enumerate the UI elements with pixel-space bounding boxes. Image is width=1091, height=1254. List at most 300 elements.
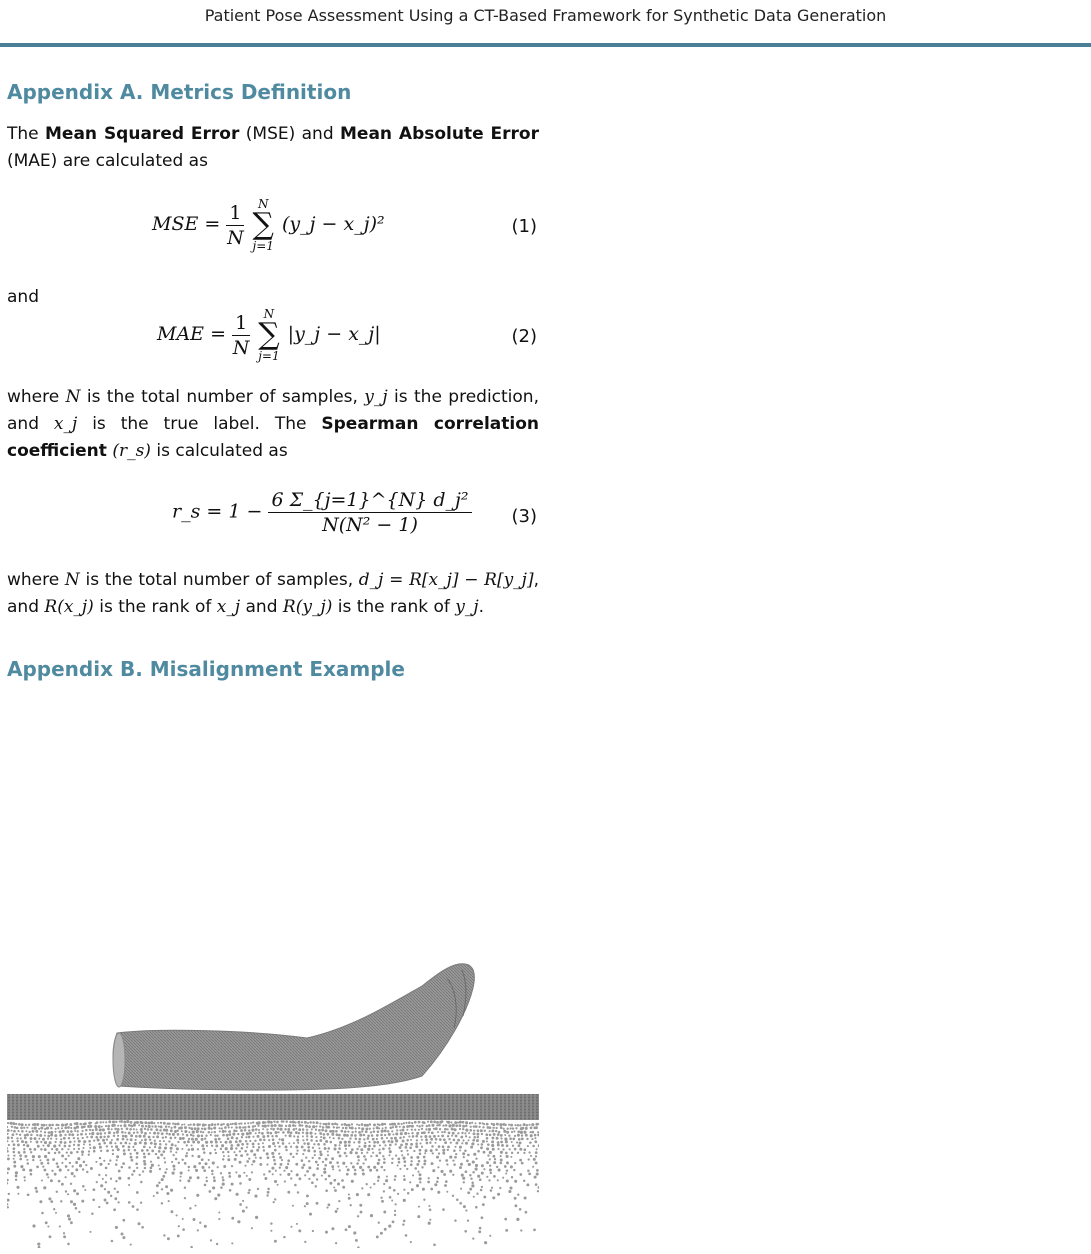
point	[199, 1123, 201, 1125]
point	[431, 1132, 434, 1135]
point	[7, 1199, 10, 1202]
point	[165, 1185, 168, 1188]
point	[268, 1170, 271, 1173]
point	[274, 1240, 277, 1243]
point	[279, 1138, 281, 1140]
point	[410, 1163, 413, 1166]
point	[180, 1171, 183, 1174]
point	[26, 1133, 29, 1136]
point	[509, 1127, 511, 1129]
point	[245, 1136, 247, 1138]
point	[150, 1167, 153, 1170]
point	[206, 1180, 208, 1182]
point	[26, 1126, 28, 1128]
point	[295, 1146, 298, 1149]
point	[357, 1215, 359, 1217]
point	[254, 1195, 257, 1198]
point	[136, 1208, 139, 1211]
point	[115, 1145, 118, 1148]
point	[148, 1153, 151, 1156]
point	[82, 1185, 85, 1188]
point	[418, 1121, 421, 1124]
point	[348, 1144, 351, 1147]
point	[416, 1139, 418, 1141]
point	[307, 1146, 310, 1149]
point	[405, 1122, 407, 1124]
point	[454, 1156, 457, 1159]
point	[23, 1144, 25, 1146]
point	[412, 1135, 415, 1138]
point	[109, 1159, 111, 1161]
point	[378, 1127, 380, 1129]
point	[438, 1152, 440, 1154]
point	[33, 1148, 36, 1151]
point	[76, 1192, 79, 1195]
point	[130, 1121, 133, 1124]
point	[489, 1126, 492, 1129]
point	[192, 1135, 194, 1137]
point	[187, 1179, 190, 1182]
point	[266, 1163, 268, 1165]
point	[158, 1164, 160, 1166]
point	[406, 1168, 408, 1170]
point	[415, 1145, 418, 1148]
point	[403, 1199, 406, 1202]
point	[32, 1155, 35, 1158]
point	[312, 1125, 315, 1128]
point	[7, 1147, 8, 1149]
point	[407, 1192, 410, 1195]
point	[480, 1146, 483, 1149]
point	[16, 1133, 18, 1135]
point	[199, 1222, 201, 1224]
point	[392, 1133, 394, 1135]
point	[317, 1164, 319, 1166]
point	[57, 1127, 59, 1129]
point	[140, 1128, 143, 1131]
point	[34, 1187, 37, 1190]
point	[105, 1174, 107, 1176]
point	[424, 1152, 426, 1154]
point	[129, 1128, 132, 1131]
point	[500, 1151, 503, 1154]
point	[436, 1121, 439, 1124]
point	[215, 1144, 218, 1147]
point	[238, 1175, 241, 1178]
point	[193, 1165, 196, 1168]
point	[250, 1122, 252, 1124]
point	[161, 1202, 163, 1204]
point	[180, 1176, 182, 1178]
point	[49, 1141, 52, 1144]
point	[11, 1130, 13, 1132]
point	[85, 1129, 88, 1132]
point	[13, 1158, 15, 1160]
point	[488, 1179, 490, 1181]
point	[42, 1166, 44, 1168]
point	[131, 1173, 133, 1175]
point	[206, 1145, 208, 1147]
point	[394, 1137, 397, 1140]
point	[377, 1162, 380, 1165]
point	[360, 1148, 363, 1151]
point	[61, 1127, 63, 1129]
point	[106, 1139, 108, 1141]
point	[506, 1179, 509, 1182]
point	[417, 1171, 419, 1173]
point	[462, 1177, 465, 1180]
point	[477, 1129, 480, 1132]
point	[106, 1202, 109, 1205]
point	[536, 1169, 539, 1172]
point	[519, 1159, 522, 1162]
point	[389, 1150, 392, 1153]
point	[47, 1138, 49, 1140]
point	[70, 1151, 73, 1154]
point	[406, 1150, 408, 1152]
point	[329, 1130, 332, 1133]
point	[482, 1140, 485, 1143]
point	[258, 1132, 260, 1134]
point	[128, 1149, 130, 1151]
point	[174, 1137, 176, 1139]
point	[90, 1136, 93, 1139]
equation-1: MSE = $\frac{1}{N}$ N ∑ j=1 (y_j − x_j)² (1)	[152, 197, 537, 253]
point	[34, 1137, 37, 1140]
point	[410, 1160, 412, 1162]
point	[248, 1189, 250, 1191]
point	[282, 1142, 285, 1145]
point	[18, 1151, 21, 1154]
point	[301, 1121, 303, 1123]
point	[154, 1146, 156, 1148]
point	[500, 1141, 503, 1144]
point	[353, 1141, 355, 1143]
point	[325, 1140, 328, 1143]
point	[497, 1193, 500, 1196]
point	[335, 1130, 338, 1133]
point	[526, 1124, 529, 1127]
point	[302, 1128, 305, 1131]
point	[164, 1161, 166, 1163]
point	[452, 1132, 455, 1135]
point	[385, 1127, 387, 1129]
point	[39, 1200, 42, 1203]
point	[355, 1239, 358, 1242]
point	[437, 1135, 439, 1137]
point	[464, 1132, 466, 1134]
point	[81, 1150, 84, 1153]
point	[134, 1121, 137, 1124]
point	[411, 1122, 413, 1124]
point	[423, 1131, 426, 1134]
point	[478, 1230, 481, 1233]
point	[433, 1135, 436, 1138]
point	[29, 1148, 32, 1151]
point	[136, 1191, 139, 1194]
point	[222, 1151, 224, 1153]
point	[290, 1226, 292, 1228]
point	[524, 1196, 527, 1199]
point	[376, 1141, 379, 1144]
point	[54, 1141, 56, 1143]
point	[477, 1150, 480, 1153]
point	[187, 1140, 190, 1143]
point	[105, 1125, 107, 1127]
point	[493, 1133, 496, 1136]
point	[325, 1129, 328, 1132]
point	[37, 1145, 40, 1148]
point	[514, 1135, 516, 1137]
point	[147, 1122, 150, 1125]
point	[344, 1130, 347, 1133]
point	[178, 1162, 180, 1164]
point	[287, 1131, 290, 1134]
point	[446, 1128, 448, 1130]
point	[234, 1122, 237, 1125]
point	[447, 1135, 449, 1137]
point	[471, 1182, 474, 1185]
point	[354, 1173, 357, 1176]
point	[211, 1173, 213, 1175]
point	[164, 1147, 167, 1150]
point	[7, 1157, 10, 1160]
point	[223, 1123, 225, 1125]
point	[241, 1133, 244, 1136]
point	[323, 1137, 326, 1140]
point	[428, 1124, 431, 1127]
point	[115, 1226, 118, 1229]
point	[115, 1180, 117, 1182]
point	[198, 1162, 201, 1165]
point	[69, 1123, 72, 1126]
point	[362, 1162, 364, 1164]
point	[21, 1140, 24, 1143]
point	[401, 1123, 403, 1125]
point	[289, 1121, 292, 1124]
point	[62, 1130, 65, 1133]
point	[311, 1181, 314, 1184]
point	[354, 1134, 357, 1137]
point	[69, 1162, 71, 1164]
point	[46, 1158, 49, 1161]
point	[116, 1159, 118, 1161]
point	[277, 1184, 279, 1186]
point	[326, 1207, 328, 1209]
point	[113, 1135, 115, 1137]
point	[466, 1160, 469, 1163]
point	[116, 1155, 119, 1158]
point	[120, 1120, 123, 1123]
point	[530, 1127, 533, 1130]
point	[280, 1125, 283, 1128]
point	[70, 1130, 73, 1133]
point	[459, 1124, 462, 1127]
point	[249, 1140, 251, 1142]
point	[102, 1128, 105, 1131]
point	[30, 1134, 33, 1137]
point	[297, 1136, 299, 1138]
point	[17, 1130, 19, 1132]
point	[425, 1138, 428, 1141]
point	[517, 1194, 519, 1196]
point	[264, 1125, 267, 1128]
point	[170, 1129, 173, 1132]
point	[325, 1178, 327, 1180]
point	[138, 1124, 140, 1126]
point	[65, 1158, 67, 1160]
point	[271, 1152, 274, 1155]
point	[295, 1128, 297, 1130]
point	[150, 1142, 153, 1145]
point	[447, 1149, 449, 1151]
point	[174, 1123, 177, 1126]
point	[136, 1167, 138, 1169]
point	[521, 1138, 524, 1141]
point	[107, 1128, 110, 1131]
point	[94, 1125, 97, 1128]
point	[201, 1144, 204, 1147]
point	[274, 1180, 277, 1183]
point	[479, 1122, 481, 1124]
point	[230, 1123, 232, 1125]
point	[297, 1121, 300, 1124]
point	[382, 1127, 384, 1129]
point	[384, 1134, 386, 1136]
point	[188, 1148, 191, 1151]
point	[445, 1124, 448, 1127]
point	[292, 1124, 295, 1127]
point	[182, 1218, 184, 1220]
point	[428, 1131, 430, 1133]
point	[241, 1147, 244, 1150]
point	[58, 1151, 61, 1154]
point	[217, 1166, 219, 1168]
point	[228, 1175, 231, 1178]
point	[440, 1170, 443, 1173]
point	[16, 1137, 18, 1139]
point	[362, 1173, 365, 1176]
point	[158, 1146, 161, 1149]
point	[175, 1158, 178, 1161]
point	[277, 1128, 280, 1131]
point	[441, 1131, 443, 1133]
point	[105, 1167, 108, 1170]
point	[431, 1145, 434, 1148]
point	[210, 1128, 212, 1130]
point	[122, 1138, 125, 1141]
point	[410, 1139, 412, 1141]
point	[494, 1158, 496, 1160]
point	[165, 1136, 167, 1138]
point	[512, 1145, 514, 1147]
point	[500, 1159, 503, 1162]
point	[388, 1225, 391, 1228]
point	[442, 1145, 445, 1148]
point	[410, 1143, 413, 1146]
point	[290, 1177, 292, 1179]
point	[253, 1153, 256, 1156]
point	[464, 1149, 467, 1152]
point	[289, 1134, 292, 1137]
point	[405, 1143, 408, 1146]
point	[163, 1157, 165, 1159]
point	[465, 1142, 468, 1145]
point	[312, 1173, 315, 1176]
point	[168, 1126, 170, 1128]
point	[292, 1156, 294, 1158]
point	[263, 1173, 265, 1175]
point	[356, 1123, 358, 1125]
point	[209, 1152, 212, 1155]
point	[215, 1152, 217, 1154]
point	[50, 1179, 53, 1182]
point	[117, 1125, 119, 1127]
point	[338, 1137, 341, 1140]
point	[77, 1137, 79, 1139]
point	[272, 1156, 275, 1159]
point	[270, 1124, 273, 1127]
point	[366, 1124, 369, 1127]
point	[99, 1132, 102, 1135]
point	[47, 1225, 49, 1227]
point	[399, 1146, 402, 1149]
point	[445, 1180, 448, 1183]
point	[318, 1129, 321, 1132]
point	[328, 1147, 331, 1150]
point	[80, 1133, 83, 1136]
point	[298, 1128, 301, 1131]
point	[376, 1235, 379, 1238]
point	[519, 1124, 521, 1126]
point	[511, 1141, 513, 1143]
point	[204, 1138, 206, 1140]
point	[261, 1132, 264, 1135]
point	[159, 1140, 161, 1142]
point	[184, 1162, 187, 1165]
point	[123, 1124, 126, 1127]
point	[236, 1137, 239, 1140]
point	[50, 1200, 53, 1203]
point	[394, 1179, 396, 1181]
point	[484, 1241, 487, 1244]
point	[50, 1131, 53, 1134]
point	[432, 1152, 434, 1154]
point	[147, 1128, 150, 1131]
point	[61, 1148, 63, 1150]
point	[371, 1148, 373, 1150]
point	[205, 1141, 208, 1144]
point	[455, 1142, 458, 1145]
running-header: Patient Pose Assessment Using a CT-Based Framework for Synthetic Data Generation	[204, 6, 887, 25]
table-surface	[7, 1094, 539, 1120]
point	[292, 1121, 295, 1124]
point	[220, 1141, 222, 1143]
point	[402, 1140, 405, 1143]
point	[248, 1157, 250, 1159]
point	[218, 1212, 220, 1214]
point	[7, 1167, 10, 1170]
point	[244, 1122, 246, 1124]
point	[32, 1224, 35, 1227]
point	[16, 1127, 19, 1130]
point	[442, 1208, 445, 1211]
point	[237, 1133, 239, 1135]
point	[279, 1128, 282, 1131]
point	[397, 1122, 400, 1125]
point	[16, 1186, 19, 1189]
point	[345, 1127, 348, 1130]
